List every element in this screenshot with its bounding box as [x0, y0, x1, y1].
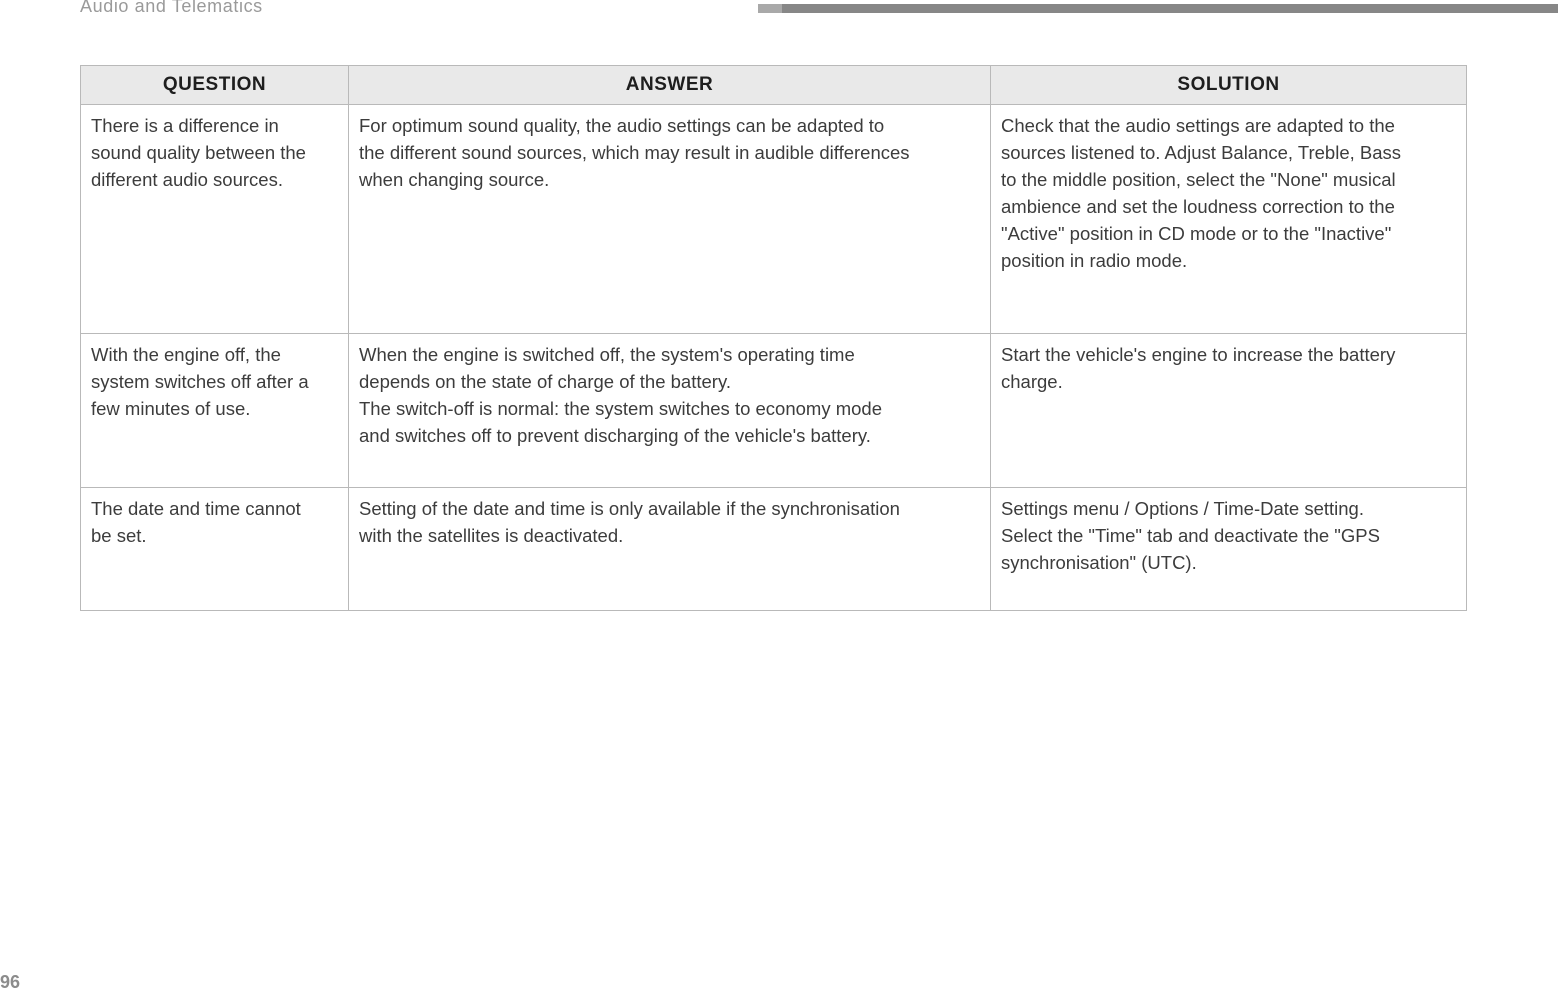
answer-text: When the engine is switched off, the system's operating time: [359, 344, 855, 365]
table-header-row: [81, 66, 1467, 105]
column-header-question: QUESTION: [81, 66, 349, 105]
solution-text: position in radio mode.: [1001, 250, 1188, 271]
question-text: sound quality between the: [91, 142, 306, 163]
answer-text: when changing source.: [359, 169, 550, 190]
solution-text: ambience and set the loudness correction to the: [1001, 196, 1395, 217]
solution-cell: [991, 488, 1467, 611]
page-number: 96: [0, 972, 21, 992]
column-header-solution: SOLUTION: [991, 66, 1467, 105]
answer-cell: [349, 334, 991, 488]
question-text: be set.: [91, 525, 147, 546]
question-text: few minutes of use.: [91, 398, 251, 419]
answer-text: depends on the state of charge of the battery.: [359, 371, 731, 392]
question-text: With the engine off, the: [91, 344, 281, 365]
answer-cell: [349, 105, 991, 334]
solution-text: Select the "Time" tab and deactivate the "GPS: [1001, 525, 1380, 546]
solution-text: Start the vehicle's engine to increase the battery: [1001, 344, 1396, 365]
question-text: system switches off after a: [91, 371, 309, 392]
header-rule-tab: [758, 4, 782, 13]
question-text: The date and time cannot: [91, 498, 301, 519]
question-cell: [81, 488, 349, 611]
question-cell: [81, 105, 349, 334]
solution-text: charge.: [1001, 371, 1063, 392]
solution-text: synchronisation" (UTC).: [1001, 552, 1197, 573]
section-title: Audio and Telematics: [80, 0, 263, 16]
solution-cell: [991, 334, 1467, 488]
solution-text: sources listened to. Adjust Balance, Treble, Bass: [1001, 142, 1402, 163]
troubleshooting-table: [80, 65, 1467, 611]
table-row: [81, 488, 1467, 611]
header-rule: [758, 4, 1558, 13]
question-cell: [81, 334, 349, 488]
answer-cell: [349, 488, 991, 611]
solution-text: Settings menu / Options / Time-Date setting.: [1001, 498, 1364, 519]
question-text: There is a difference in: [91, 115, 279, 136]
question-text: different audio sources.: [91, 169, 283, 190]
table-row: [81, 105, 1467, 334]
solution-text: to the middle position, select the "None" musical: [1001, 169, 1396, 190]
solution-cell: [991, 105, 1467, 334]
answer-text: with the satellites is deactivated.: [359, 525, 624, 546]
solution-text: "Active" position in CD mode or to the "Inactive": [1001, 223, 1392, 244]
table-row: [81, 334, 1467, 488]
answer-text: the different sound sources, which may result in audible differences: [359, 142, 910, 163]
answer-text: Setting of the date and time is only available if the synchronisation: [359, 498, 900, 519]
column-header-answer: ANSWER: [349, 66, 991, 105]
answer-text: For optimum sound quality, the audio settings can be adapted to: [359, 115, 885, 136]
answer-text: and switches off to prevent discharging of the vehicle's battery.: [359, 425, 871, 446]
answer-text: The switch-off is normal: the system switches to economy mode: [359, 398, 882, 419]
solution-text: Check that the audio settings are adapted to the: [1001, 115, 1395, 136]
